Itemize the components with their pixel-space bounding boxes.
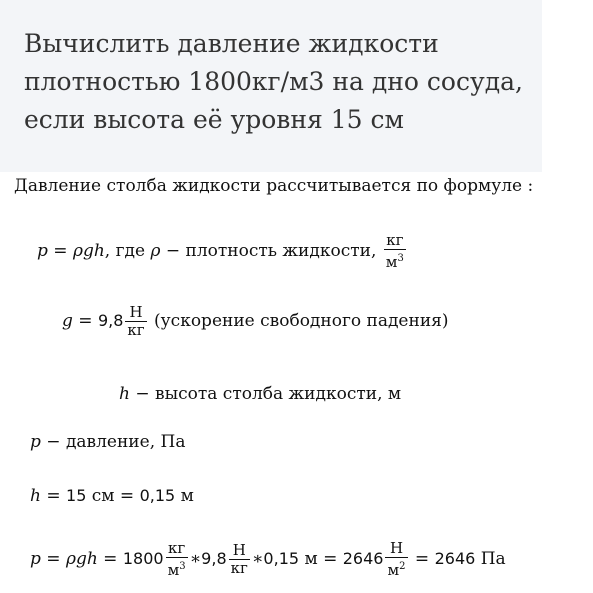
- var-p: p: [37, 241, 48, 261]
- unit-numerator: Н: [229, 542, 250, 560]
- unit-den-base: м: [167, 561, 180, 579]
- equals: =: [72, 311, 98, 331]
- unit-denominator: [385, 558, 407, 579]
- equals: =: [97, 549, 123, 569]
- unit-fraction-gravity: [125, 304, 146, 339]
- var-rgh: ρgh: [72, 241, 105, 261]
- unit-den-exponent: 3: [397, 253, 404, 264]
- height-m-value: 0,15: [139, 486, 176, 505]
- unit-den-exponent: 2: [399, 561, 406, 572]
- var-g: g: [62, 311, 73, 331]
- var-h: h: [119, 384, 130, 404]
- unit-numerator: Н: [125, 304, 146, 322]
- equals: =: [47, 241, 73, 261]
- unit-fraction-density: [384, 232, 406, 271]
- unit-denominator: [384, 250, 406, 271]
- unit-fraction-density: [166, 540, 188, 579]
- height-desc: − высота столба жидкости, м: [129, 384, 402, 404]
- height-cm-value: 15: [66, 486, 87, 505]
- pressure-desc: − давление, Па: [40, 432, 186, 452]
- formula-height-conversion: [30, 486, 194, 506]
- formula-calculation: [30, 540, 506, 579]
- var-rgh: ρgh: [65, 549, 98, 569]
- unit-cm: см: [86, 486, 115, 506]
- formula-density: [37, 232, 408, 271]
- unit-numerator: Н: [385, 540, 407, 558]
- var-p: p: [30, 549, 41, 569]
- equals: =: [409, 549, 435, 569]
- equals: =: [40, 486, 67, 506]
- unit-fraction-gravity: [229, 542, 250, 577]
- formula-text: , где: [104, 241, 151, 261]
- multiply-sign: ∗: [251, 549, 264, 569]
- multiply-sign: ∗: [189, 549, 202, 569]
- density-desc: − плотность жидкости,: [160, 241, 382, 261]
- height-m-value: 0,15: [263, 549, 300, 568]
- density-value: 1800: [122, 549, 164, 568]
- unit-pa: Па: [475, 549, 506, 569]
- equals: =: [114, 486, 140, 506]
- gravity-value: 9,8: [97, 311, 124, 330]
- question-line-1: Вычислить давление жидкости: [24, 29, 439, 58]
- unit-m: м: [299, 549, 318, 569]
- question-line-2: плотностью 1800кг/м3 на дно сосуда,: [24, 67, 523, 96]
- unit-numerator: кг: [384, 232, 406, 250]
- var-h: h: [30, 486, 41, 506]
- question-line-3: если высота её уровня 15 см: [24, 105, 404, 134]
- var-rho: ρ: [150, 241, 161, 261]
- unit-denominator: кг: [127, 321, 145, 339]
- pressure-result-value: 2646: [434, 549, 476, 568]
- unit-den-exponent: 3: [179, 561, 186, 572]
- unit-fraction-pressure: [385, 540, 407, 579]
- formula-gravity: [62, 304, 449, 339]
- gravity-value: 9,8: [201, 549, 227, 568]
- answer-intro: Давление столба жидкости рассчитывается по формуле :: [14, 176, 534, 196]
- unit-den-base: м: [385, 253, 398, 271]
- pressure-value: 2646: [342, 549, 384, 568]
- equals: =: [40, 549, 66, 569]
- unit-m: м: [175, 486, 194, 506]
- unit-denominator: кг: [230, 559, 248, 577]
- formula-pressure: [30, 432, 185, 452]
- unit-numerator: кг: [166, 540, 188, 558]
- var-p: p: [30, 432, 41, 452]
- unit-den-base: м: [387, 561, 400, 579]
- question-box: [0, 0, 542, 172]
- question-text: [24, 25, 539, 139]
- gravity-desc: (ускорение свободного падения): [148, 311, 449, 331]
- unit-denominator: [166, 558, 188, 579]
- equals: =: [317, 549, 343, 569]
- formula-height: [119, 384, 401, 404]
